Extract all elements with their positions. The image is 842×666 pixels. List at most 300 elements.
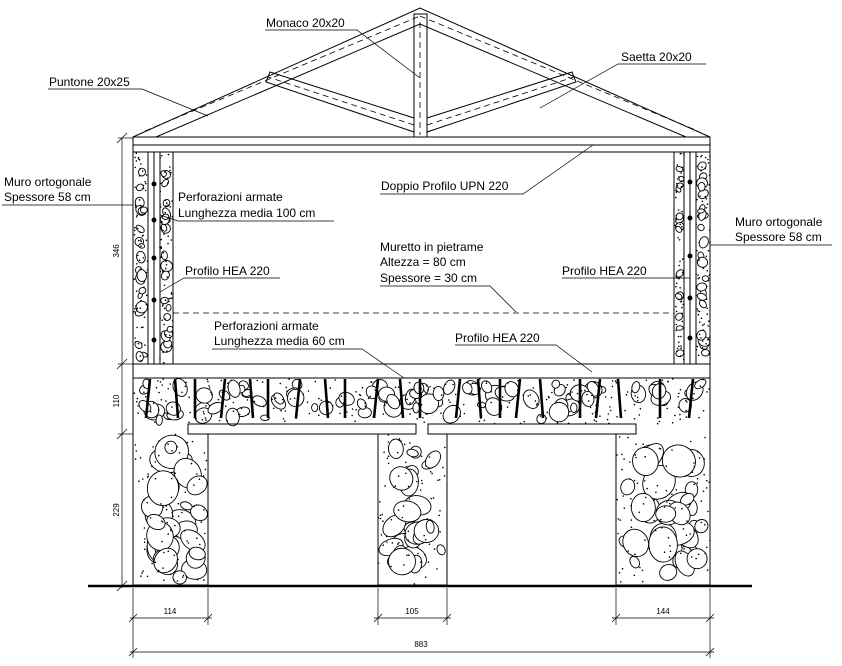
mortar-dot [167, 204, 169, 206]
mortar-dot [172, 216, 174, 218]
mortar-dot [321, 399, 323, 401]
mortar-dot [390, 566, 392, 568]
mortar-dot [635, 457, 637, 459]
mortar-dot [595, 421, 597, 423]
mortar-dot [388, 441, 390, 443]
mortar-dot [186, 540, 188, 542]
mortar-dot [219, 420, 221, 422]
mortar-dot [704, 437, 706, 439]
mortar-dot [163, 552, 165, 554]
mortar-dot [590, 407, 592, 409]
mortar-dot [134, 308, 136, 310]
mortar-dot [678, 265, 680, 267]
mortar-dot [203, 413, 205, 415]
mortar-dot [162, 304, 164, 306]
mortar-dot [646, 380, 648, 382]
mortar-dot [459, 415, 461, 417]
mortar-dot [404, 444, 406, 446]
mortar-dot [431, 473, 433, 475]
mortar-dot [146, 174, 148, 176]
mortar-dot [161, 155, 163, 157]
mortar-dot [378, 517, 380, 519]
dim-h-upper: 346 [112, 244, 121, 258]
mortar-dot [547, 412, 549, 414]
mortar-dot [205, 405, 207, 407]
mortar-dot [449, 402, 451, 404]
mortar-dot [162, 271, 164, 273]
mortar-dot [700, 337, 702, 339]
masonry-stone [140, 207, 147, 214]
rafter-left-axis [145, 16, 420, 131]
mortar-dot [678, 336, 680, 338]
mortar-dot [368, 398, 370, 400]
mortar-dot [139, 159, 141, 161]
mortar-dot [397, 543, 399, 545]
mortar-dot [247, 399, 249, 401]
mortar-dot [439, 510, 441, 512]
mortar-dot [551, 392, 553, 394]
mortar-dot [671, 494, 673, 496]
mortar-dot [706, 391, 708, 393]
mortar-dot [173, 555, 175, 557]
mortar-dot [681, 313, 683, 315]
mortar-dot [702, 347, 704, 349]
mortar-dot [362, 387, 364, 389]
mortar-dot [624, 507, 626, 509]
mortar-dot [398, 542, 400, 544]
masonry-stone [195, 386, 214, 404]
mortar-dot [405, 399, 407, 401]
dim-h-middle: 110 [112, 394, 121, 408]
mortar-dot [676, 311, 678, 313]
mortar-dot [163, 233, 165, 235]
mortar-dot [536, 403, 538, 405]
mortar-dot [189, 412, 191, 414]
horizontal-dimensions [129, 588, 714, 658]
mortar-dot [160, 246, 162, 248]
mortar-dot [666, 408, 668, 410]
mortar-dot [134, 234, 136, 236]
mortar-dot [699, 457, 701, 459]
mortar-dot [662, 380, 664, 382]
roof-truss [133, 8, 710, 137]
mortar-dot [676, 283, 678, 285]
mortar-dot [208, 385, 210, 387]
mortar-dot [161, 384, 163, 386]
mortar-dot [507, 406, 509, 408]
mortar-dot [328, 402, 330, 404]
mortar-dot [280, 410, 282, 412]
label-perf-upper-1: Perforazioni armate [178, 190, 283, 204]
dim-w-total: 883 [414, 640, 428, 649]
mortar-dot [616, 499, 618, 501]
mortar-dot [680, 389, 682, 391]
mortar-dot [612, 386, 614, 388]
mortar-dot [169, 170, 171, 172]
mortar-dot [697, 482, 699, 484]
mortar-dot [709, 174, 711, 176]
mortar-dot [360, 395, 362, 397]
mortar-dot [678, 209, 680, 211]
mortar-dot [140, 163, 142, 165]
mortar-dot [705, 157, 707, 159]
mortar-dot [635, 454, 637, 456]
mortar-dot [704, 524, 706, 526]
mortar-dot [137, 405, 139, 407]
mortar-dot [701, 500, 703, 502]
mortar-dot [567, 384, 569, 386]
mortar-dot [708, 320, 710, 322]
mortar-dot [698, 554, 700, 556]
mortar-dot [188, 542, 190, 544]
masonry-stone [676, 325, 684, 330]
mortar-dot [256, 380, 258, 382]
mortar-dot [247, 413, 249, 415]
mortar-dot [168, 154, 170, 156]
mortar-dot [679, 224, 681, 226]
anchor-dot [688, 216, 693, 221]
mortar-dot [206, 460, 208, 462]
masonry-stone [160, 297, 168, 304]
mortar-dot [165, 268, 167, 270]
mortar-dot [702, 201, 704, 203]
mortar-dot [708, 280, 710, 282]
mortar-dot [702, 340, 704, 342]
mortar-dot [143, 499, 145, 501]
mortar-dot [664, 506, 666, 508]
mortar-dot [691, 556, 693, 558]
mortar-dot [169, 335, 171, 337]
mortar-dot [699, 277, 701, 279]
mortar-dot [706, 198, 708, 200]
mortar-dot [144, 538, 146, 540]
mortar-dot [164, 285, 166, 287]
mortar-dot [528, 395, 530, 397]
mortar-dot [221, 380, 223, 382]
mortar-dot [678, 346, 680, 348]
mortar-dot [509, 402, 511, 404]
mortar-dot [639, 567, 641, 569]
mortar-dot [452, 384, 454, 386]
mortar-dot [158, 570, 160, 572]
mortar-dot [166, 264, 168, 266]
mortar-dot [171, 200, 173, 202]
mortar-dot [709, 481, 711, 483]
mortar-dot [165, 205, 167, 207]
mortar-dot [672, 378, 674, 380]
mortar-dot [147, 476, 149, 478]
mortar-dot [677, 237, 679, 239]
mortar-dot [400, 440, 402, 442]
mortar-dot [142, 185, 144, 187]
masonry-stone [162, 312, 172, 322]
mortar-dot [386, 536, 388, 538]
mortar-dot [703, 491, 705, 493]
mortar-dot [141, 327, 143, 329]
mortar-dot [686, 520, 688, 522]
mortar-dot [676, 191, 678, 193]
label-monaco: Monaco 20x20 [266, 16, 345, 30]
anchor-dot [152, 298, 157, 303]
mortar-dot [409, 442, 411, 444]
mortar-dot [705, 553, 707, 555]
mortar-dot [697, 156, 699, 158]
rafter-right-axis [420, 16, 698, 131]
mortar-dot [284, 421, 286, 423]
mortar-dot [191, 463, 193, 465]
anchor-dot [688, 254, 693, 259]
mortar-dot [416, 481, 418, 483]
mortar-dot [158, 440, 160, 442]
mortar-dot [700, 170, 702, 172]
mortar-dot [168, 298, 170, 300]
mortar-dot [267, 419, 269, 421]
mortar-dot [605, 396, 607, 398]
mortar-dot [639, 414, 641, 416]
mortar-dot [681, 226, 683, 228]
mortar-dot [621, 454, 623, 456]
mortar-dot [709, 229, 711, 231]
mortar-dot [169, 219, 171, 221]
mortar-dot [666, 490, 668, 492]
mortar-dot [171, 292, 173, 294]
mortar-dot [229, 398, 231, 400]
mortar-dot [393, 486, 395, 488]
mortar-dot [386, 402, 388, 404]
mortar-dot [703, 329, 705, 331]
mortar-dot [678, 407, 680, 409]
mortar-dot [706, 255, 708, 257]
mortar-dot [177, 446, 179, 448]
mortar-dot [204, 533, 206, 535]
mortar-dot [455, 394, 457, 396]
mortar-dot [167, 388, 169, 390]
mortar-dot [634, 418, 636, 420]
mortar-dot [383, 413, 385, 415]
mortar-dot [168, 550, 170, 552]
mortar-dot [188, 422, 190, 424]
mortar-dot [623, 458, 625, 460]
mortar-dot [620, 581, 622, 583]
mortar-dot [161, 541, 163, 543]
mortar-dot [588, 400, 590, 402]
mortar-dot [155, 461, 157, 463]
mortar-dot [386, 541, 388, 543]
mortar-dot [699, 321, 701, 323]
mortar-dot [141, 572, 143, 574]
mortar-dot [707, 339, 709, 341]
mortar-dot [422, 417, 424, 419]
mortar-dot [192, 441, 194, 443]
mortar-dot [571, 391, 573, 393]
mortar-dot [405, 533, 407, 535]
mortar-dot [642, 443, 644, 445]
mortar-dot [701, 155, 703, 157]
mortar-dot [143, 286, 145, 288]
mortar-dot [657, 423, 659, 425]
mortar-dot [315, 381, 317, 383]
mortar-dot [171, 497, 173, 499]
strut-left-axis [268, 77, 414, 125]
mortar-dot [207, 381, 209, 383]
mortar-dot [140, 205, 142, 207]
mortar-dot [689, 533, 691, 535]
mortar-dot [280, 383, 282, 385]
mortar-dot [283, 418, 285, 420]
masonry-stone [675, 349, 685, 358]
mortar-dot [659, 448, 661, 450]
mortar-dot [144, 541, 146, 543]
mortar-dot [144, 527, 146, 529]
mortar-dot [398, 509, 400, 511]
mortar-dot [161, 221, 163, 223]
mortar-dot [154, 421, 156, 423]
mortar-dot [675, 197, 677, 199]
mortar-dot [282, 399, 284, 401]
mortar-dot [163, 362, 165, 364]
rafter-outline [133, 8, 710, 137]
mortar-dot [426, 518, 428, 520]
mortar-dot [638, 512, 640, 514]
mortar-dot [380, 515, 382, 517]
mortar-dot [682, 321, 684, 323]
mortar-dot [140, 360, 142, 362]
mortar-dot [424, 554, 426, 556]
leader-puntone [48, 89, 208, 116]
mortar-dot [384, 485, 386, 487]
mortar-dot [484, 406, 486, 408]
mortar-dot [288, 378, 290, 380]
drill-bar [540, 379, 543, 418]
mortar-dot [682, 272, 684, 274]
mortar-dot [569, 411, 571, 413]
mortar-dot [697, 478, 699, 480]
label-muro-left-2: Spessore 58 cm [4, 190, 91, 204]
mortar-dot [709, 540, 711, 542]
mortar-dot [136, 152, 138, 154]
mortar-dot [341, 395, 343, 397]
label-hea-left: Profilo HEA 220 [185, 264, 270, 278]
mortar-dot [464, 413, 466, 415]
mortar-dot [146, 272, 148, 274]
masonry-stone [697, 209, 704, 214]
mortar-dot [383, 452, 385, 454]
mortar-dot [142, 326, 144, 328]
mortar-dot [689, 503, 691, 505]
mortar-dot [185, 491, 187, 493]
mortar-dot [704, 458, 706, 460]
mortar-dot [677, 178, 679, 180]
mortar-dot [421, 480, 423, 482]
mortar-dot [408, 486, 410, 488]
mortar-dot [135, 458, 137, 460]
mortar-dot [383, 544, 385, 546]
mortar-dot [429, 456, 431, 458]
masonry-stone [675, 165, 684, 172]
mortar-dot [701, 317, 703, 319]
mortar-dot [591, 395, 593, 397]
mortar-dot [141, 241, 143, 243]
mortar-dot [381, 534, 383, 536]
mortar-dot [486, 381, 488, 383]
mortar-dot [677, 348, 679, 350]
mortar-dot [634, 395, 636, 397]
mortar-dot [204, 452, 206, 454]
mortar-dot [409, 382, 411, 384]
mortar-dot [434, 548, 436, 550]
mortar-dot [163, 507, 165, 509]
mortar-dot [146, 240, 148, 242]
mortar-dot [409, 498, 411, 500]
mortar-dot [680, 301, 682, 303]
mortar-dot [442, 467, 444, 469]
mortar-dot [709, 337, 711, 339]
mortar-dot [683, 528, 685, 530]
mortar-dot [152, 446, 154, 448]
mortar-dot [140, 239, 142, 241]
mortar-dot [205, 417, 207, 419]
mortar-dot [679, 418, 681, 420]
mortar-dot [167, 182, 169, 184]
mortar-dot [677, 164, 679, 166]
mortar-dot [165, 261, 167, 263]
mortar-dot [144, 317, 146, 319]
mortar-dot [354, 420, 356, 422]
mortar-dot [140, 355, 142, 357]
mortar-dot [136, 327, 138, 329]
mortar-dot [679, 261, 681, 263]
mortar-dot [145, 396, 147, 398]
mortar-dot [430, 471, 432, 473]
mortar-dot [634, 575, 636, 577]
mortar-dot [164, 212, 166, 214]
dim-w-right: 144 [656, 607, 670, 616]
mortar-dot [706, 547, 708, 549]
mortar-dot [533, 387, 535, 389]
mortar-dot [655, 530, 657, 532]
mortar-dot [631, 526, 633, 528]
mortar-dot [680, 347, 682, 349]
mortar-dot [382, 520, 384, 522]
mortar-dot [408, 531, 410, 533]
mortar-dot [707, 270, 709, 272]
mortar-dot [166, 418, 168, 420]
mortar-dot [584, 390, 586, 392]
mortar-dot [697, 308, 699, 310]
mortar-dot [405, 473, 407, 475]
mortar-dot [698, 355, 700, 357]
mortar-dot [535, 400, 537, 402]
mortar-dot [164, 318, 166, 320]
mortar-dot [645, 497, 647, 499]
mortar-dot [309, 413, 311, 415]
mortar-dot [171, 512, 173, 514]
mortar-dot [168, 301, 170, 303]
mortar-dot [196, 504, 198, 506]
mortar-dot [178, 503, 180, 505]
mortar-dot [380, 518, 382, 520]
mortar-dot [707, 569, 709, 571]
mortar-dot [697, 278, 699, 280]
mortar-dot [695, 558, 697, 560]
masonry-stone [520, 387, 542, 411]
mortar-dot [318, 398, 320, 400]
mortar-dot [150, 517, 152, 519]
mortar-dot [330, 387, 332, 389]
drill-bar [618, 379, 621, 418]
mortar-dot [155, 478, 157, 480]
mortar-dot [364, 402, 366, 404]
